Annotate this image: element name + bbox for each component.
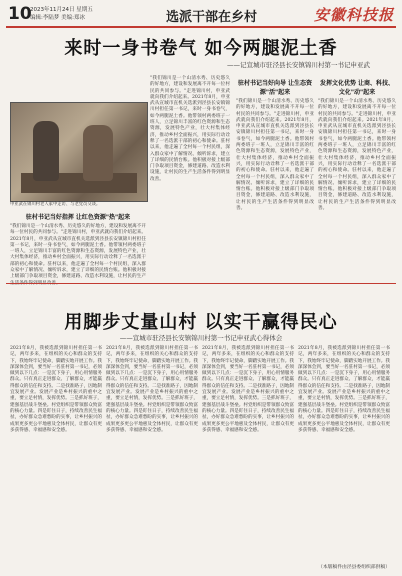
photo-caption: 申亚武在锦川村老人家中走访、与老党员交谈。 [10,202,101,207]
article1-title: 来时一身书卷气 如今两腿泥土香 [64,38,338,59]
page-number: 10 [8,4,32,24]
article2-body-cont: 2021年8月，我被选派到锦川村担任第一书记，两年多来，在组织的关心和群众的支持下，我始终牢记使命，脚踏实地开展工作。我深深体会到，要当好一名驻村第一书记，必须做到以下几点：一是沉下身子，用心用情服务群众。只有真正走进群众、了解群众，才能赢得群众的信任和支持。二是找准路子，因地制宜发展产业。发展产业是乡村振兴的重中之重，要立足村情，发挥优势。三是抓好班子，建强基层战斗堡垒。村党组织是带领群众致富的核心力量。四是盯住日子，持续改善民生福祉，办好群众急难愁盼的实事，让乡村振兴的成果更多更公平地惠及全体村民，让群众有更多获得感、幸福感和安全感。 [202,346,294,433]
section-heading: 驻村书记当好向导 让生态资源"活"起来 [237,80,313,96]
section-heading: 发挥文化优势 让商、科技、文化"动"起来 [319,80,395,96]
section-title: 选派干部在乡村 [166,10,258,25]
article1-column-2 [150,76,230,281]
article2-subtitle: ——宣城市驻泾县长安镇锦川村第一书记申亚武心得体会 [119,334,283,342]
article1-body-cont: "我们锦川是一个山清水秀、历史悠久的好地方，建设和发展离不开每一位村民的共同参与。"走进锦川村，申亚武就向我们介绍起来。2021年8月，申亚武从宣城市直机关选派到泾县长安镇锦川村担任第一书记，来时一身书卷气，如今两腿泥土香。他带领村两委班子一班人，立足锦川丰富的红色资源和生态资源，发展特色产业，壮大村集体经济，推动乡村全面振兴，用实际行动诠释了一名选派干部的初心和使命。驻村以来，他走遍了全村每一个村民组，深入群众家中了解情况、倾听诉求，建立了详细的民情台账。他积极对接上级部门争取项目资金，修建道路、改造水利设施，让村民的生产生活条件得到明显改善。 [318,99,396,212]
article1-subtitle: ——记宣城市驻泾县长安镇锦川村第一书记申亚武 [227,61,370,69]
article2-body-cont: 2021年8月，我被选派到锦川村担任第一书记，两年多来，在组织的关心和群众的支持下，我始终牢记使命，脚踏实地开展工作。我深深体会到，要当好一名驻村第一书记，必须做到以下几点：一是沉下身子，用心用情服务群众。只有真正走进群众、了解群众，才能赢得群众的信任和支持。二是找准路子，因地制宜发展产业。发展产业是乡村振兴的重中之重，要立足村情，发挥优势。三是抓好班子，建强基层战斗堡垒。村党组织是带领群众致富的核心力量。四是盯住日子，持续改善民生福祉，办好群众急难愁盼的实事，让乡村振兴的成果更多更公平地惠及全体村民，让群众有更多获得感、幸福感和安全感。 [298,346,390,433]
article2-column-3 [202,346,294,564]
article2-column-1 [10,346,102,564]
article-photo [10,102,148,202]
issue-editors: 编辑:李陆梦 美编:郑冰 [30,15,85,21]
page-header [6,4,396,28]
article2-closing-note: （本版稿件由泾县委组织部供稿） [318,565,390,570]
article1-column-4 [318,76,396,281]
issue-date: 2023年11月24日 星期五 [30,7,93,13]
newspaper-logo: 安徽科技报 [313,6,394,24]
article2-column-2 [106,346,198,564]
article2-body: 2021年8月，我被选派到锦川村担任第一书记，两年多来，在组织的关心和群众的支持下，我始终牢记使命，脚踏实地开展工作。我深深体会到，要当好一名驻村第一书记，必须做到以下几点：一是沉下身子，用心用情服务群众。只有真正走进群众、了解群众，才能赢得群众的信任和支持。二是找准路子，因地制宜发展产业。发展产业是乡村振兴的重中之重，要立足村情，发挥优势。三是抓好班子，建强基层战斗堡垒。村党组织是带领群众致富的核心力量。四是盯住日子，持续改善民生福祉，办好群众急难愁盼的实事，让乡村振兴的成果更多更公平地惠及全体村民，让群众有更多获得感、幸福感和安全感。 [10,346,102,433]
article2-column-4 [298,346,390,558]
article2-title: 用脚步丈量山村 以实干赢得民心 [64,312,338,333]
article2-body-cont: 2021年8月，我被选派到锦川村担任第一书记，两年多来，在组织的关心和群众的支持下，我始终牢记使命，脚踏实地开展工作。我深深体会到，要当好一名驻村第一书记，必须做到以下几点：一是沉下身子，用心用情服务群众。只有真正走进群众、了解群众，才能赢得群众的信任和支持。二是找准路子，因地制宜发展产业。发展产业是乡村振兴的重中之重，要立足村情，发挥优势。三是抓好班子，建强基层战斗堡垒。村党组织是带领群众致富的核心力量。四是盯住日子，持续改善民生福祉，办好群众急难愁盼的实事，让乡村振兴的成果更多更公平地惠及全体村民，让群众有更多获得感、幸福感和安全感。 [106,346,198,433]
article1-body: "我们锦川是一个山清水秀、历史悠久的好地方，建设和发展离不开每一位村民的共同参与。"走进锦川村，申亚武就向我们介绍起来。2021年8月，申亚武从宣城市直机关选派到泾县长安镇锦川村担任第一书记，来时一身书卷气，如今两腿泥土香。他带领村两委班子一班人，立足锦川丰富的红色资源和生态资源，发展特色产业，壮大村集体经济，推动乡村全面振兴，用实际行动诠释了一名选派干部的初心和使命。驻村以来，他走遍了全村每一个村民组，深入群众家中了解情况、倾听诉求，建立了详细的民情台账。他积极对接上级部门争取项目资金，修建道路、改造水利设施，让村民的生产生活条件得到明显改善。 [150,76,230,182]
article1-body-cont: "我们锦川是一个山清水秀、历史悠久的好地方，建设和发展离不开每一位村民的共同参与。"走进锦川村，申亚武就向我们介绍起来。2021年8月，申亚武从宣城市直机关选派到泾县长安镇锦川村担任第一书记，来时一身书卷气，如今两腿泥土香。他带领村两委班子一班人，立足锦川丰富的红色资源和生态资源，发展特色产业，壮大村集体经济，推动乡村全面振兴，用实际行动诠释了一名选派干部的初心和使命。驻村以来，他走遍了全村每一个村民组，深入群众家中了解情况、倾听诉求，建立了详细的民情台账。他积极对接上级部门争取项目资金，修建道路、改造水利设施，让村民的生产 [10,224,146,280]
article1-column-3 [236,76,314,281]
article1-column-1 [10,210,146,282]
issue-meta [30,6,120,22]
article-divider [6,283,396,284]
section-heading: 驻村书记当好指挥 让红色资源"热"起来 [25,214,131,221]
article1-body-cont: "我们锦川是一个山清水秀、历史悠久的好地方，建设和发展离不开每一位村民的共同参与。"走进锦川村，申亚武就向我们介绍起来。2021年8月，申亚武从宣城市直机关选派到泾县长安镇锦川村担任第一书记，来时一身书卷气，如今两腿泥土香。他带领村两委班子一班人，立足锦川丰富的红色资源和生态资源，发展特色产业，壮大村集体经济，推动乡村全面振兴，用实际行动诠释了一名选派干部的初心和使命。驻村以来，他走遍了全村每一个村民组，深入群众家中了解情况、倾听诉求，建立了详细的民情台账。他积极对接上级部门争取项目资金，修建道路、改造水利设施，让村民的生产生活条件得到明显改善。 [236,99,314,212]
